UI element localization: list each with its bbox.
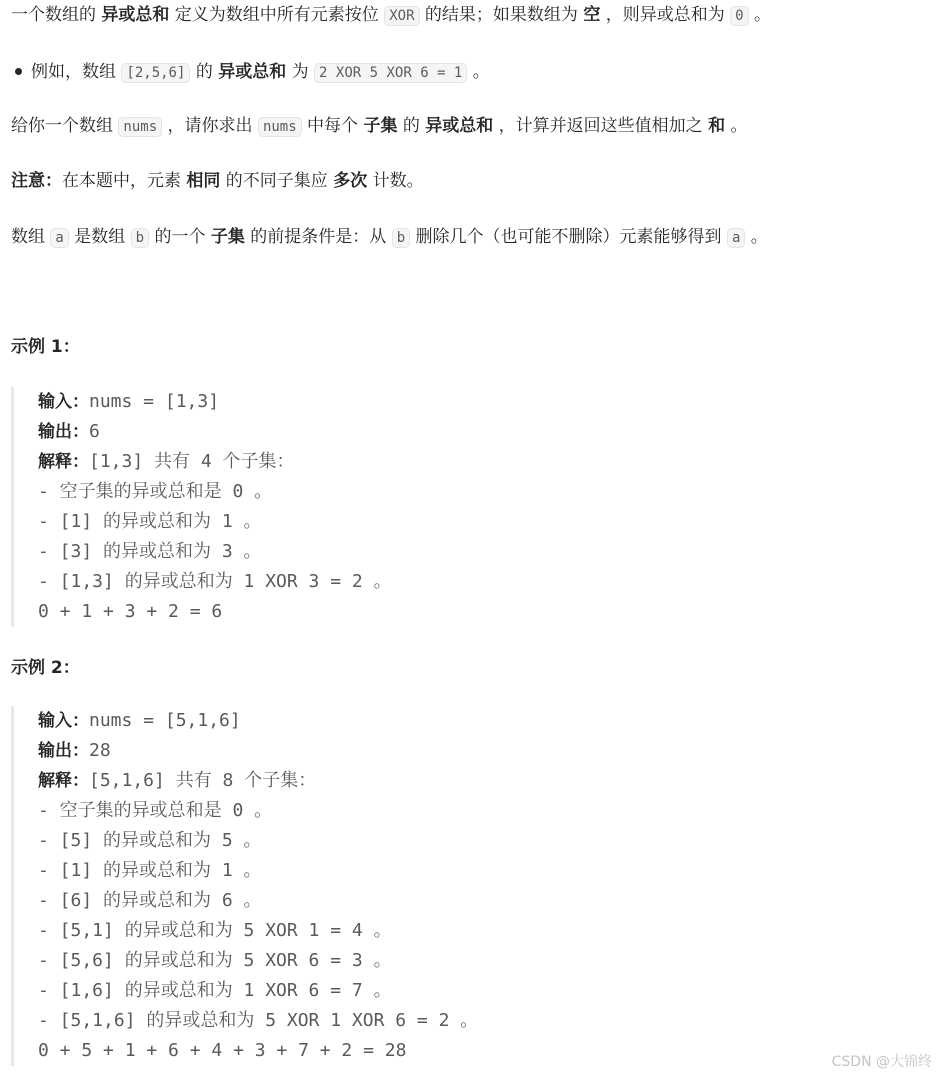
inline-code: nums <box>118 117 162 137</box>
inline-code: nums <box>258 117 302 137</box>
bold-term: 相同 <box>186 171 221 191</box>
text: ，则异或总和为 <box>600 5 731 25</box>
example-2-title: 示例 2： <box>11 658 80 678</box>
bullet-dot <box>15 68 22 75</box>
explanation-line: - 空子集的异或总和是 0 。 <box>38 800 273 821</box>
inline-code: 0 <box>730 6 748 26</box>
explanation-line: - [1] 的异或总和为 1 。 <box>38 511 262 532</box>
bold-term: 子集 <box>363 116 398 136</box>
text: 一个数组的 <box>11 5 102 25</box>
input-value: nums = [5,1,6] <box>89 710 241 731</box>
text: 的 <box>190 62 219 82</box>
text: 定义为数组中所有元素按位 <box>169 5 385 25</box>
example-2-block <box>11 706 738 1066</box>
task-paragraph <box>11 113 932 140</box>
inline-code: b <box>131 228 149 248</box>
text: 删除几个（也可能不删除）元素能够得到 <box>410 227 727 247</box>
bold-term: 多次 <box>333 171 368 191</box>
text: 的前提条件是：从 <box>244 227 392 247</box>
explain-value: [5,1,6] 共有 8 个子集： <box>89 770 317 791</box>
watermark: CSDN @大锦终 <box>831 1054 932 1070</box>
example-1-output-line <box>38 417 738 447</box>
output-label: 输出： <box>38 422 89 442</box>
text: 。 <box>467 62 490 82</box>
explanation-line: - [5,1] 的异或总和为 5 XOR 1 = 4 。 <box>38 920 392 941</box>
explain-value: [1,3] 共有 4 个子集： <box>89 451 295 472</box>
input-value: nums = [1,3] <box>89 391 220 412</box>
explanation-line: - [1,3] 的异或总和为 1 XOR 3 = 2 。 <box>38 571 392 592</box>
text: 中每个 <box>301 116 364 136</box>
text: ，计算并返回这些值相加之 <box>493 116 709 136</box>
text: 在本题中，元素 <box>62 171 187 191</box>
explanation-line: - [6] 的异或总和为 6 。 <box>38 890 262 911</box>
explain-label: 解释： <box>38 771 89 791</box>
text: 计数。 <box>367 171 424 191</box>
example-1-input-line <box>38 387 738 417</box>
explanation-line: - [5] 的异或总和为 5 。 <box>38 830 262 851</box>
output-value: 6 <box>89 421 100 442</box>
text: 。 <box>748 5 771 25</box>
text: 是数组 <box>68 227 131 247</box>
explain-label: 解释： <box>38 452 89 472</box>
example-bullet <box>11 59 932 86</box>
explanation-line: 0 + 1 + 3 + 2 = 6 <box>38 601 223 622</box>
bold-term: 空 <box>583 5 601 25</box>
explanation-line: - [5,6] 的异或总和为 5 XOR 6 = 3 。 <box>38 950 392 971</box>
subset-definition <box>11 224 932 251</box>
inline-code: [2,5,6] <box>121 63 190 83</box>
example-1-explain-line <box>38 447 738 477</box>
note-label: 注意： <box>11 171 62 191</box>
text: 为 <box>286 62 315 82</box>
explanation-line: - [1,6] 的异或总和为 1 XOR 6 = 7 。 <box>38 980 392 1001</box>
output-label: 输出： <box>38 741 89 761</box>
text: 给你一个数组 <box>11 116 119 136</box>
text: 数组 <box>11 227 51 247</box>
explanation-line: - [3] 的异或总和为 3 。 <box>38 541 262 562</box>
input-label: 输入： <box>38 711 89 731</box>
bold-term: 子集 <box>210 227 245 247</box>
inline-code: 2 XOR 5 XOR 6 = 1 <box>314 63 467 83</box>
example-2-explain-line <box>38 766 738 796</box>
example-2-input-line <box>38 706 738 736</box>
text: 例如，数组 <box>31 62 122 82</box>
text: ，请你求出 <box>162 116 258 136</box>
explanation-line: - [1] 的异或总和为 1 。 <box>38 860 262 881</box>
bold-term: 异或总和 <box>425 116 494 136</box>
example-1-title: 示例 1： <box>11 337 80 357</box>
text: 的结果；如果数组为 <box>419 5 584 25</box>
example-2-output-line <box>38 736 738 766</box>
inline-code: b <box>392 228 410 248</box>
inline-code: a <box>727 228 745 248</box>
inline-code: a <box>50 228 68 248</box>
note-paragraph <box>11 168 932 194</box>
text: 。 <box>725 116 748 136</box>
output-value: 28 <box>89 740 111 761</box>
text: 的 <box>397 116 426 136</box>
text: 的不同子集应 <box>220 171 334 191</box>
example-1-block <box>11 387 738 627</box>
explanation-line: 0 + 5 + 1 + 6 + 4 + 3 + 7 + 2 = 28 <box>38 1040 407 1061</box>
input-label: 输入： <box>38 392 89 412</box>
intro-paragraph <box>11 2 932 29</box>
bold-term: 和 <box>708 116 726 136</box>
text: 。 <box>745 227 768 247</box>
text: 的一个 <box>149 227 211 247</box>
bold-term: 异或总和 <box>101 5 170 25</box>
explanation-line: - [5,1,6] 的异或总和为 5 XOR 1 XOR 6 = 2 。 <box>38 1010 479 1031</box>
explanation-line: - 空子集的异或总和是 0 。 <box>38 481 273 502</box>
inline-code: XOR <box>384 6 419 26</box>
bold-term: 异或总和 <box>218 62 287 82</box>
